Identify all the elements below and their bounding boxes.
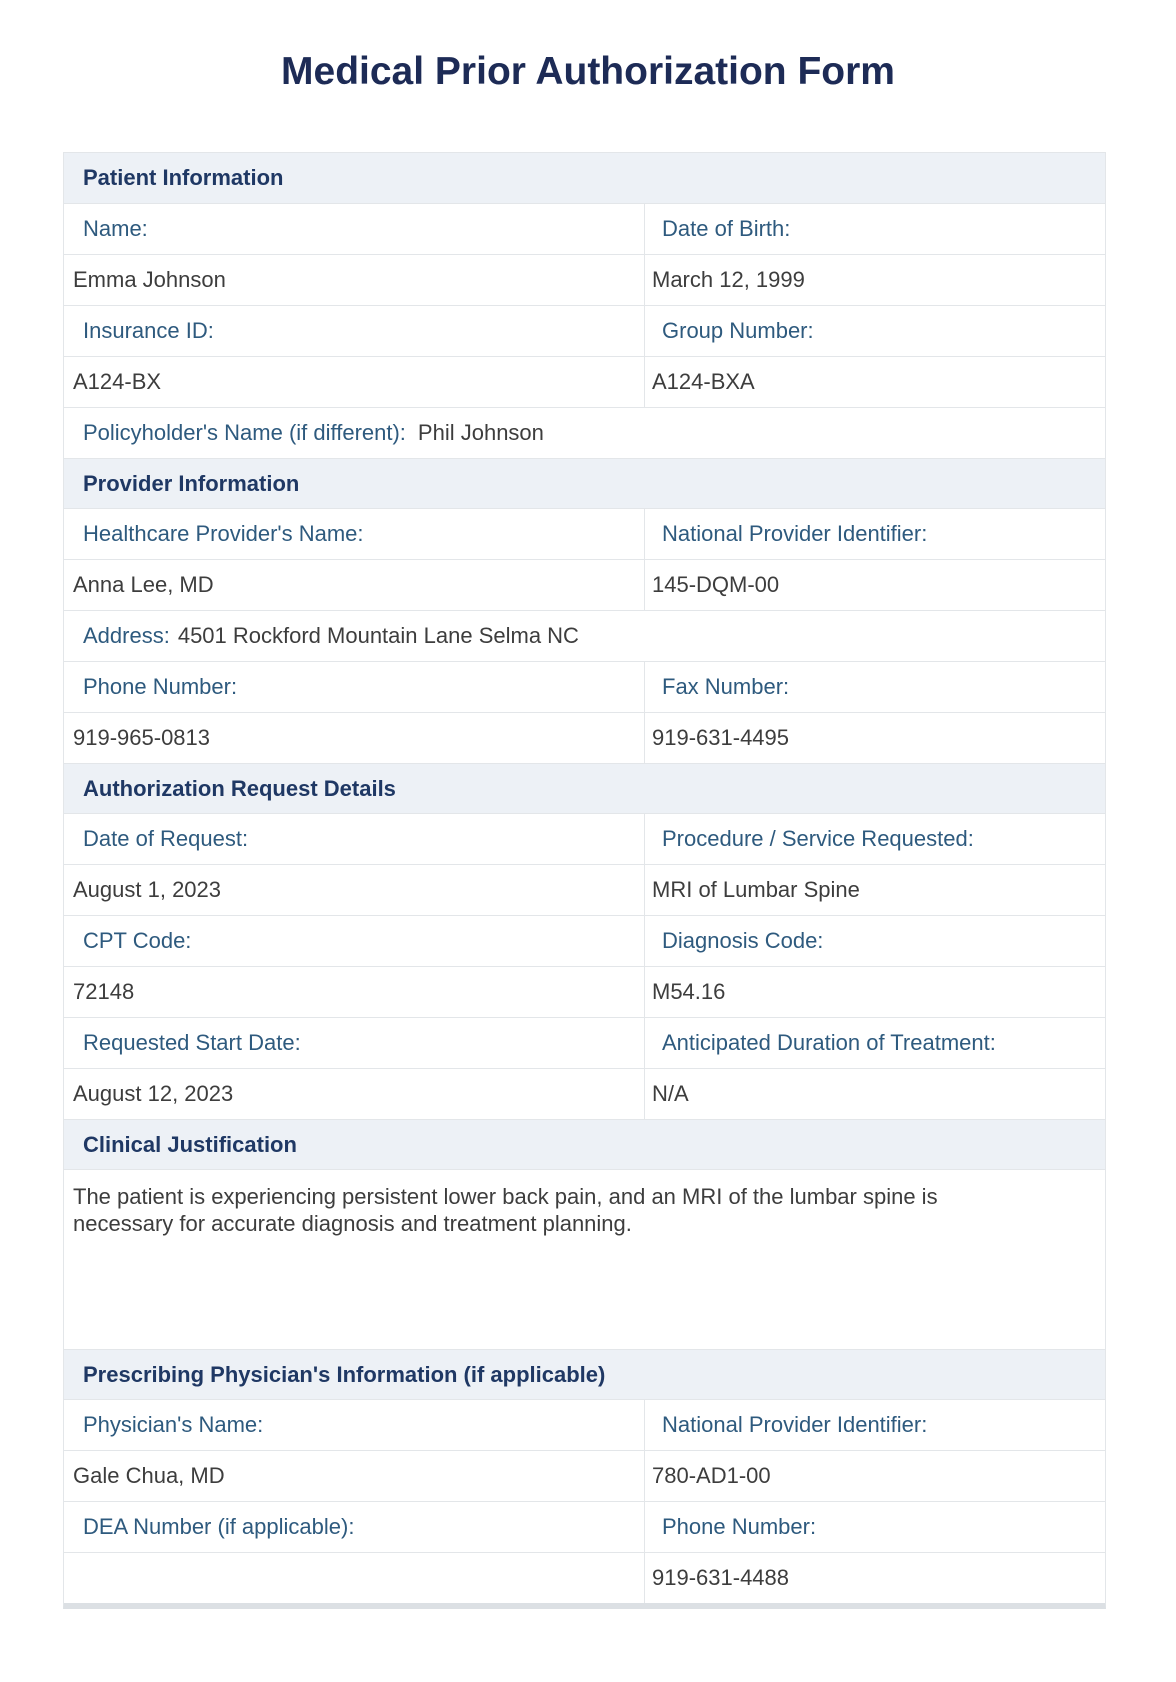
patient-name-value: Emma Johnson [73,267,226,292]
patient-name-dob-label-row [64,203,1105,254]
request-date-label: Date of Request: [83,826,249,851]
patient-policyholder-cell [64,408,1105,458]
cpt-code-label: CPT Code: [83,928,192,953]
authorization-cpt-diagnosis-label-row [64,915,1105,966]
provider-name-npi-label-row [64,508,1105,559]
provider-npi-label: National Provider Identifier: [644,509,1105,559]
patient-name-label: Name: [83,216,148,241]
provider-address-row [64,610,1105,661]
start-date-label: Requested Start Date: [83,1030,301,1055]
provider-name-value: Anna Lee, MD [73,572,214,597]
clinical-justification-heading: Clinical Justification [64,1119,1105,1169]
provider-npi-value: 145-DQM-00 [644,560,1105,610]
provider-phone-label: Phone Number: [83,674,238,699]
authorization-start-duration-label-row [64,1017,1105,1068]
policyholder-name-value: Phil Johnson [417,420,544,445]
treatment-duration-value: N/A [644,1069,1105,1119]
prescriber-name-npi-value-row [64,1450,1105,1501]
procedure-requested-value: MRI of Lumbar Spine [644,865,1105,915]
authorization-details-heading: Authorization Request Details [64,763,1105,813]
authorization-date-procedure-value-row [64,864,1105,915]
form-title: Medical Prior Authorization Form [281,50,895,93]
dea-number-value [64,1553,644,1603]
patient-group-number-value: A124-BXA [644,357,1105,407]
provider-name-npi-value-row [64,559,1105,610]
authorization-date-procedure-label-row [64,813,1105,864]
start-date-value: August 12, 2023 [73,1081,234,1106]
form-table [63,152,1106,1609]
patient-name-dob-value-row [64,254,1105,305]
patient-group-number-label: Group Number: [644,306,1105,356]
prescriber-phone-label: Phone Number: [644,1502,1105,1552]
prescriber-phone-value: 919-631-4488 [644,1553,1105,1603]
authorization-start-duration-value-row [64,1068,1105,1119]
request-date-value: August 1, 2023 [73,877,222,902]
patient-dob-label: Date of Birth: [644,204,1105,254]
policyholder-name-label: Policyholder's Name (if different): [83,420,406,445]
provider-phone-fax-label-row [64,661,1105,712]
prescriber-information-heading: Prescribing Physician's Information (if applicable) [64,1349,1105,1399]
treatment-duration-label: Anticipated Duration of Treatment: [644,1018,1105,1068]
prescriber-npi-value: 780-AD1-00 [644,1451,1105,1501]
diagnosis-code-label: Diagnosis Code: [644,916,1105,966]
patient-dob-value: March 12, 1999 [644,255,1105,305]
provider-information-heading: Provider Information [64,458,1105,508]
provider-address-label: Address: [83,623,170,648]
clinical-justification-box [64,1169,1105,1349]
provider-phone-value: 919-965-0813 [73,725,211,750]
patient-insurance-group-label-row [64,305,1105,356]
provider-fax-value: 919-631-4495 [644,713,1105,763]
diagnosis-code-value: M54.16 [644,967,1105,1017]
prescriber-npi-label: National Provider Identifier: [644,1400,1105,1450]
prescriber-dea-phone-label-row [64,1501,1105,1552]
prescriber-name-label: Physician's Name: [83,1412,264,1437]
provider-fax-label: Fax Number: [644,662,1105,712]
dea-number-label: DEA Number (if applicable): [83,1514,355,1539]
medical-prior-authorization-page [0,52,1176,1682]
patient-insurance-id-value: A124-BX [73,369,162,394]
provider-address-value: 4501 Rockford Mountain Lane Selma NC [177,623,579,648]
clinical-justification-text: The patient is experiencing persistent lower back pain, and an MRI of the lumbar spine is necessary for accurate diagnosis and treatment planning. [73,1184,938,1236]
patient-information-heading: Patient Information [64,153,1105,203]
provider-name-label: Healthcare Provider's Name: [83,521,364,546]
procedure-requested-label: Procedure / Service Requested: [644,814,1105,864]
patient-policyholder-row [64,407,1105,458]
provider-phone-fax-value-row [64,712,1105,763]
patient-insurance-group-value-row [64,356,1105,407]
provider-address-cell [64,611,1105,661]
authorization-cpt-diagnosis-value-row [64,966,1105,1017]
prescriber-name-value: Gale Chua, MD [73,1463,225,1488]
prescriber-name-npi-label-row [64,1399,1105,1450]
patient-insurance-id-label: Insurance ID: [83,318,214,343]
cpt-code-value: 72148 [73,979,135,1004]
prescriber-dea-phone-value-row [64,1552,1105,1603]
